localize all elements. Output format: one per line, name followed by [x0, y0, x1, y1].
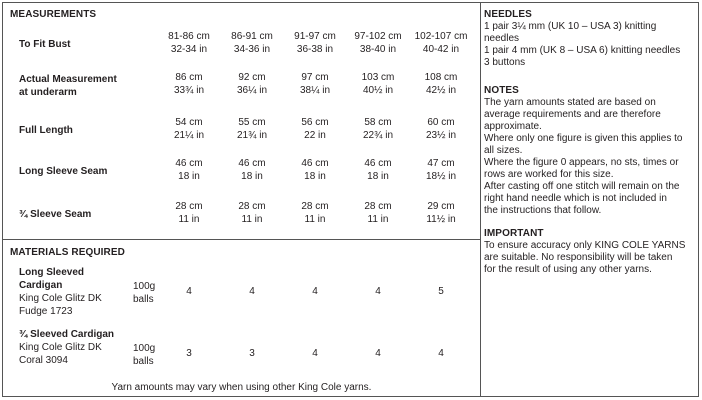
measurement-cell: 55 cm 21¾ in — [236, 117, 268, 141]
measurement-row-label: Actual Measurement at underarm — [19, 74, 117, 98]
text-line: 1 pair 4 mm (UK 8 – USA 6) knitting needles — [484, 45, 681, 56]
material-description: ¾ Sleeved Cardigan King Cole Glitz DK Coral 3094 — [19, 329, 115, 366]
notes-heading: NOTES — [484, 85, 519, 96]
measurement-cell: 29 cm 11½ in — [426, 201, 456, 225]
text-line: for the result of using any other yarns. — [484, 264, 652, 275]
text-line: the instructions that follow. — [484, 205, 602, 216]
text-line: Where only one figure is given this applies to — [484, 133, 683, 144]
measurement-row-label: ¾ Sleeve Seam — [19, 209, 92, 220]
measurement-cell: 81-86 cm 32-34 in — [168, 31, 210, 55]
measurement-row-label: Full Length — [19, 125, 73, 136]
measurement-cell: 92 cm 36¼ in — [236, 72, 268, 96]
measurement-cell: 28 cm 11 in — [175, 201, 203, 225]
text-line: 1 pair 3¼ mm (UK 10 – USA 3) knitting — [484, 21, 657, 32]
important-text — [484, 240, 699, 276]
material-unit: 100g balls — [133, 343, 156, 367]
material-quantity: 4 — [249, 286, 255, 297]
text-line: average requirements and are therefore — [484, 109, 661, 120]
measurement-cell: 28 cm 11 in — [364, 201, 392, 225]
measurement-cell: 46 cm 18 in — [301, 158, 329, 182]
material-quantity: 3 — [249, 348, 255, 359]
material-quantity: 4 — [312, 348, 318, 359]
measurement-cell: 103 cm 40½ in — [361, 72, 395, 96]
measurement-cell: 91-97 cm 36-38 in — [294, 31, 336, 55]
measurement-cell: 86-91 cm 34-36 in — [231, 31, 273, 55]
notes-text — [484, 97, 699, 217]
material-unit: 100g balls — [133, 281, 156, 305]
measurement-cell: 97-102 cm 38-40 in — [354, 31, 402, 55]
text-line: are suitable. No responsibility will be taken — [484, 252, 673, 263]
measurement-cell: 46 cm 18 in — [364, 158, 392, 182]
yarn-footnote: Yarn amounts may vary when using other King Cole yarns. — [111, 382, 372, 393]
measurements-heading: MEASUREMENTS — [10, 9, 97, 20]
measurement-cell: 28 cm 11 in — [301, 201, 329, 225]
measurement-cell: 102-107 cm 40-42 in — [414, 31, 468, 55]
section-divider — [3, 239, 480, 240]
measurement-cell: 28 cm 11 in — [238, 201, 266, 225]
text-line: The yarn amounts stated are based on — [484, 97, 656, 108]
material-quantity: 4 — [312, 286, 318, 297]
measurement-cell: 56 cm 22 in — [301, 117, 329, 141]
text-line: right hand needle which is not included in — [484, 193, 667, 204]
column-divider — [480, 3, 481, 396]
needles-text — [484, 21, 699, 69]
material-quantity: 4 — [186, 286, 192, 297]
materials-heading: MATERIALS REQUIRED — [10, 247, 125, 258]
measurement-cell: 54 cm 21¼ in — [173, 117, 205, 141]
measurement-cell: 47 cm 18½ in — [425, 158, 457, 182]
text-line: rows are worked for this size. — [484, 169, 614, 180]
text-line: needles — [484, 33, 520, 44]
material-quantity: 4 — [375, 348, 381, 359]
measurement-cell: 46 cm 18 in — [175, 158, 203, 182]
pattern-info-panel — [2, 2, 699, 397]
measurement-cell: 46 cm 18 in — [238, 158, 266, 182]
text-line: all sizes. — [484, 145, 523, 156]
measurement-cell: 108 cm 42½ in — [424, 72, 458, 96]
important-heading: IMPORTANT — [484, 228, 544, 239]
measurement-row-label: Long Sleeve Seam — [19, 166, 108, 177]
measurement-row-label: To Fit Bust — [19, 39, 71, 50]
measurement-cell: 86 cm 33¾ in — [173, 72, 205, 96]
text-line: To ensure accuracy only KING COLE YARNS — [484, 240, 686, 251]
material-quantity: 4 — [375, 286, 381, 297]
text-line: 3 buttons — [484, 57, 526, 68]
needles-heading: NEEDLES — [484, 9, 532, 20]
material-quantity: 3 — [186, 348, 192, 359]
material-description: Long Sleeved Cardigan King Cole Glitz DK Fudge 1723 — [19, 267, 102, 317]
text-line: approximate. — [484, 121, 542, 132]
material-quantity: 5 — [438, 286, 444, 297]
measurement-cell: 58 cm 22¾ in — [362, 117, 394, 141]
text-line: After casting off one stitch will remain on the — [484, 181, 680, 192]
measurement-cell: 97 cm 38¼ in — [299, 72, 331, 96]
text-line: Where the figure 0 appears, no sts, times or — [484, 157, 679, 168]
measurement-cell: 60 cm 23½ in — [425, 117, 457, 141]
material-quantity: 4 — [438, 348, 444, 359]
